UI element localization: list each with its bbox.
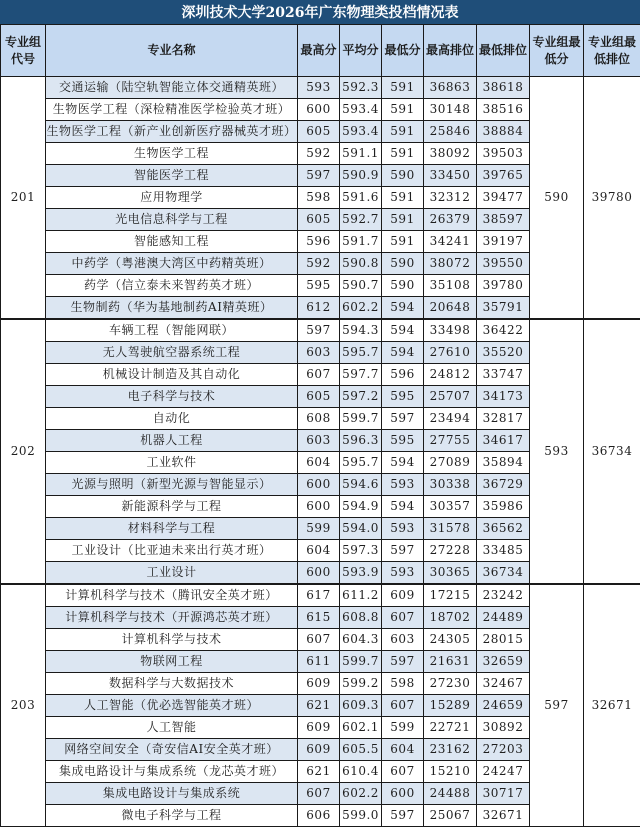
min-score-cell: 590 <box>382 253 424 275</box>
max-score-cell: 592 <box>298 143 340 165</box>
max-score-cell: 600 <box>298 496 340 518</box>
max-score-cell: 621 <box>298 761 340 783</box>
major-name-cell: 材料科学与工程 <box>46 518 298 540</box>
group-min-score-cell: 593 <box>530 319 584 584</box>
max-rank-cell: 15289 <box>424 695 477 717</box>
min-rank-cell: 39765 <box>477 165 530 187</box>
max-rank-cell: 36863 <box>424 77 477 99</box>
min-rank-cell: 38597 <box>477 209 530 231</box>
min-score-cell: 607 <box>382 695 424 717</box>
max-rank-cell: 23494 <box>424 408 477 430</box>
max-rank-cell: 24812 <box>424 364 477 386</box>
min-score-cell: 598 <box>382 673 424 695</box>
min-score-cell: 597 <box>382 540 424 562</box>
min-rank-cell: 24659 <box>477 695 530 717</box>
max-score-cell: 600 <box>298 99 340 121</box>
major-name-cell: 电子科学与技术 <box>46 386 298 408</box>
min-rank-cell: 35986 <box>477 496 530 518</box>
max-score-cell: 592 <box>298 253 340 275</box>
max-rank-cell: 27230 <box>424 673 477 695</box>
max-score-cell: 604 <box>298 540 340 562</box>
min-score-cell: 596 <box>382 364 424 386</box>
group-min-rank-cell: 39780 <box>584 77 640 320</box>
max-rank-cell: 30148 <box>424 99 477 121</box>
major-name-cell: 光电信息科学与工程 <box>46 209 298 231</box>
min-rank-cell: 38884 <box>477 121 530 143</box>
major-name-cell: 生物医学工程（新产业创新医疗器械英才班） <box>46 121 298 143</box>
table-title: 深圳技术大学2026年广东物理类投档情况表 <box>0 0 640 24</box>
max-score-cell: 603 <box>298 430 340 452</box>
min-rank-cell: 39550 <box>477 253 530 275</box>
avg-score-cell: 599.7 <box>340 651 382 673</box>
header-max-rank: 最高排位 <box>424 25 477 77</box>
max-score-cell: 607 <box>298 783 340 805</box>
max-score-cell: 615 <box>298 607 340 629</box>
major-name-cell: 机械设计制造及其自动化 <box>46 364 298 386</box>
header-group-code: 专业组代号 <box>1 25 46 77</box>
min-score-cell: 591 <box>382 231 424 253</box>
major-name-cell: 应用物理学 <box>46 187 298 209</box>
major-name-cell: 药学（信立泰未来智药英才班） <box>46 275 298 297</box>
min-score-cell: 607 <box>382 761 424 783</box>
max-rank-cell: 24305 <box>424 629 477 651</box>
max-rank-cell: 25846 <box>424 121 477 143</box>
min-rank-cell: 39503 <box>477 143 530 165</box>
avg-score-cell: 593.9 <box>340 562 382 585</box>
major-name-cell: 智能感知工程 <box>46 231 298 253</box>
avg-score-cell: 590.8 <box>340 253 382 275</box>
max-rank-cell: 30357 <box>424 496 477 518</box>
max-score-cell: 597 <box>298 165 340 187</box>
major-name-cell: 无人驾驶航空器系统工程 <box>46 342 298 364</box>
max-rank-cell: 22721 <box>424 717 477 739</box>
min-score-cell: 593 <box>382 518 424 540</box>
avg-score-cell: 596.3 <box>340 430 382 452</box>
major-name-cell: 中药学（粤港澳大湾区中药精英班） <box>46 253 298 275</box>
min-rank-cell: 39477 <box>477 187 530 209</box>
group-code-cell: 202 <box>1 319 46 584</box>
header-group-min-rank: 专业组最低排位 <box>584 25 640 77</box>
min-score-cell: 594 <box>382 496 424 518</box>
max-rank-cell: 31578 <box>424 518 477 540</box>
max-rank-cell: 38072 <box>424 253 477 275</box>
max-score-cell: 599 <box>298 518 340 540</box>
max-score-cell: 609 <box>298 673 340 695</box>
max-score-cell: 617 <box>298 584 340 607</box>
group-min-rank-cell: 36734 <box>584 319 640 584</box>
avg-score-cell: 599.0 <box>340 805 382 827</box>
max-rank-cell: 15210 <box>424 761 477 783</box>
avg-score-cell: 610.4 <box>340 761 382 783</box>
min-rank-cell: 35894 <box>477 452 530 474</box>
min-rank-cell: 32817 <box>477 408 530 430</box>
header-min-rank: 最低排位 <box>477 25 530 77</box>
max-rank-cell: 38092 <box>424 143 477 165</box>
max-rank-cell: 25707 <box>424 386 477 408</box>
min-score-cell: 597 <box>382 408 424 430</box>
max-rank-cell: 33498 <box>424 319 477 342</box>
max-rank-cell: 24488 <box>424 783 477 805</box>
header-avg-score: 平均分 <box>340 25 382 77</box>
min-rank-cell: 39197 <box>477 231 530 253</box>
avg-score-cell: 599.7 <box>340 408 382 430</box>
min-score-cell: 597 <box>382 651 424 673</box>
major-name-cell: 工业设计 <box>46 562 298 585</box>
avg-score-cell: 599.2 <box>340 673 382 695</box>
min-rank-cell: 23242 <box>477 584 530 607</box>
avg-score-cell: 604.3 <box>340 629 382 651</box>
major-name-cell: 生物医学工程（深检精准医学检验英才班） <box>46 99 298 121</box>
avg-score-cell: 597.2 <box>340 386 382 408</box>
max-score-cell: 603 <box>298 342 340 364</box>
avg-score-cell: 597.3 <box>340 540 382 562</box>
major-name-cell: 智能医学工程 <box>46 165 298 187</box>
max-score-cell: 604 <box>298 452 340 474</box>
max-rank-cell: 32312 <box>424 187 477 209</box>
max-score-cell: 593 <box>298 77 340 99</box>
min-rank-cell: 36734 <box>477 562 530 585</box>
min-rank-cell: 38618 <box>477 77 530 99</box>
max-rank-cell: 25067 <box>424 805 477 827</box>
avg-score-cell: 611.2 <box>340 584 382 607</box>
max-rank-cell: 23162 <box>424 739 477 761</box>
avg-score-cell: 594.0 <box>340 518 382 540</box>
max-score-cell: 600 <box>298 474 340 496</box>
max-score-cell: 609 <box>298 717 340 739</box>
major-name-cell: 交通运输（陆空轨智能立体交通精英班） <box>46 77 298 99</box>
min-score-cell: 609 <box>382 584 424 607</box>
max-score-cell: 600 <box>298 562 340 585</box>
min-rank-cell: 32671 <box>477 805 530 827</box>
header-row <box>1 25 640 77</box>
major-name-cell: 生物医学工程 <box>46 143 298 165</box>
max-score-cell: 597 <box>298 319 340 342</box>
min-score-cell: 597 <box>382 805 424 827</box>
table-row <box>1 584 640 607</box>
min-rank-cell: 39780 <box>477 275 530 297</box>
major-name-cell: 光源与照明（新型光源与智能显示） <box>46 474 298 496</box>
major-name-cell: 微电子科学与工程 <box>46 805 298 827</box>
header-max-score: 最高分 <box>298 25 340 77</box>
min-rank-cell: 24247 <box>477 761 530 783</box>
min-rank-cell: 24489 <box>477 607 530 629</box>
min-score-cell: 607 <box>382 607 424 629</box>
avg-score-cell: 605.5 <box>340 739 382 761</box>
min-rank-cell: 33485 <box>477 540 530 562</box>
max-score-cell: 607 <box>298 364 340 386</box>
major-name-cell: 工业软件 <box>46 452 298 474</box>
avg-score-cell: 592.3 <box>340 77 382 99</box>
min-rank-cell: 28015 <box>477 629 530 651</box>
max-score-cell: 595 <box>298 275 340 297</box>
header-major-name: 专业名称 <box>46 25 298 77</box>
avg-score-cell: 595.7 <box>340 342 382 364</box>
avg-score-cell: 594.9 <box>340 496 382 518</box>
max-score-cell: 609 <box>298 739 340 761</box>
major-name-cell: 新能源科学与工程 <box>46 496 298 518</box>
max-rank-cell: 17215 <box>424 584 477 607</box>
header-group-min-score: 专业组最低分 <box>530 25 584 77</box>
avg-score-cell: 608.8 <box>340 607 382 629</box>
max-score-cell: 598 <box>298 187 340 209</box>
max-rank-cell: 27089 <box>424 452 477 474</box>
min-rank-cell: 30892 <box>477 717 530 739</box>
min-rank-cell: 27203 <box>477 739 530 761</box>
max-score-cell: 621 <box>298 695 340 717</box>
max-score-cell: 612 <box>298 297 340 320</box>
max-rank-cell: 34241 <box>424 231 477 253</box>
major-name-cell: 人工智能 <box>46 717 298 739</box>
admission-table <box>0 24 640 827</box>
max-score-cell: 606 <box>298 805 340 827</box>
major-name-cell: 机器人工程 <box>46 430 298 452</box>
min-rank-cell: 38516 <box>477 99 530 121</box>
min-score-cell: 599 <box>382 717 424 739</box>
min-score-cell: 600 <box>382 783 424 805</box>
min-score-cell: 593 <box>382 474 424 496</box>
min-rank-cell: 32659 <box>477 651 530 673</box>
avg-score-cell: 590.9 <box>340 165 382 187</box>
avg-score-cell: 590.7 <box>340 275 382 297</box>
min-score-cell: 603 <box>382 629 424 651</box>
group-min-score-cell: 597 <box>530 584 584 827</box>
major-name-cell: 生物制药（华为基地制药AI精英班） <box>46 297 298 320</box>
table-body <box>1 77 640 827</box>
max-rank-cell: 26379 <box>424 209 477 231</box>
avg-score-cell: 602.2 <box>340 783 382 805</box>
major-name-cell: 计算机科学与技术（开源鸿芯英才班） <box>46 607 298 629</box>
avg-score-cell: 595.7 <box>340 452 382 474</box>
min-rank-cell: 34617 <box>477 430 530 452</box>
header-min-score: 最低分 <box>382 25 424 77</box>
max-rank-cell: 33450 <box>424 165 477 187</box>
min-rank-cell: 35520 <box>477 342 530 364</box>
min-score-cell: 595 <box>382 430 424 452</box>
min-score-cell: 591 <box>382 187 424 209</box>
max-score-cell: 605 <box>298 121 340 143</box>
major-name-cell: 计算机科学与技术（腾讯安全英才班） <box>46 584 298 607</box>
major-name-cell: 自动化 <box>46 408 298 430</box>
avg-score-cell: 602.1 <box>340 717 382 739</box>
group-code-cell: 201 <box>1 77 46 320</box>
table-row <box>1 77 640 99</box>
max-rank-cell: 20648 <box>424 297 477 320</box>
group-code-cell: 203 <box>1 584 46 827</box>
min-score-cell: 593 <box>382 562 424 585</box>
major-name-cell: 计算机科学与技术 <box>46 629 298 651</box>
major-name-cell: 集成电路设计与集成系统（龙芯英才班） <box>46 761 298 783</box>
avg-score-cell: 602.2 <box>340 297 382 320</box>
min-rank-cell: 36562 <box>477 518 530 540</box>
max-rank-cell: 27610 <box>424 342 477 364</box>
avg-score-cell: 597.7 <box>340 364 382 386</box>
min-rank-cell: 33747 <box>477 364 530 386</box>
min-score-cell: 594 <box>382 319 424 342</box>
max-score-cell: 605 <box>298 386 340 408</box>
min-score-cell: 591 <box>382 209 424 231</box>
max-rank-cell: 27755 <box>424 430 477 452</box>
min-rank-cell: 32467 <box>477 673 530 695</box>
min-score-cell: 591 <box>382 77 424 99</box>
avg-score-cell: 591.7 <box>340 231 382 253</box>
min-score-cell: 591 <box>382 143 424 165</box>
avg-score-cell: 591.1 <box>340 143 382 165</box>
max-rank-cell: 27228 <box>424 540 477 562</box>
major-name-cell: 数据科学与大数据技术 <box>46 673 298 695</box>
avg-score-cell: 593.4 <box>340 121 382 143</box>
min-rank-cell: 34173 <box>477 386 530 408</box>
avg-score-cell: 594.6 <box>340 474 382 496</box>
max-score-cell: 605 <box>298 209 340 231</box>
max-rank-cell: 30338 <box>424 474 477 496</box>
major-name-cell: 车辆工程（智能网联） <box>46 319 298 342</box>
max-rank-cell: 21631 <box>424 651 477 673</box>
min-score-cell: 604 <box>382 739 424 761</box>
major-name-cell: 物联网工程 <box>46 651 298 673</box>
min-score-cell: 594 <box>382 342 424 364</box>
min-score-cell: 594 <box>382 452 424 474</box>
min-score-cell: 590 <box>382 165 424 187</box>
max-rank-cell: 35108 <box>424 275 477 297</box>
min-rank-cell: 36422 <box>477 319 530 342</box>
max-rank-cell: 18702 <box>424 607 477 629</box>
avg-score-cell: 609.3 <box>340 695 382 717</box>
min-score-cell: 591 <box>382 99 424 121</box>
max-score-cell: 607 <box>298 629 340 651</box>
avg-score-cell: 593.4 <box>340 99 382 121</box>
group-min-rank-cell: 32671 <box>584 584 640 827</box>
min-score-cell: 591 <box>382 121 424 143</box>
max-score-cell: 596 <box>298 231 340 253</box>
avg-score-cell: 594.3 <box>340 319 382 342</box>
min-score-cell: 594 <box>382 297 424 320</box>
min-rank-cell: 35791 <box>477 297 530 320</box>
min-rank-cell: 36729 <box>477 474 530 496</box>
major-name-cell: 集成电路设计与集成系统 <box>46 783 298 805</box>
max-rank-cell: 30365 <box>424 562 477 585</box>
major-name-cell: 工业设计（比亚迪未来出行英才班） <box>46 540 298 562</box>
max-score-cell: 611 <box>298 651 340 673</box>
major-name-cell: 人工智能（优必选智能英才班） <box>46 695 298 717</box>
table-row <box>1 319 640 342</box>
avg-score-cell: 592.7 <box>340 209 382 231</box>
avg-score-cell: 591.6 <box>340 187 382 209</box>
group-min-score-cell: 590 <box>530 77 584 320</box>
min-rank-cell: 30717 <box>477 783 530 805</box>
min-score-cell: 590 <box>382 275 424 297</box>
min-score-cell: 595 <box>382 386 424 408</box>
max-score-cell: 608 <box>298 408 340 430</box>
major-name-cell: 网络空间安全（奇安信AI安全英才班） <box>46 739 298 761</box>
